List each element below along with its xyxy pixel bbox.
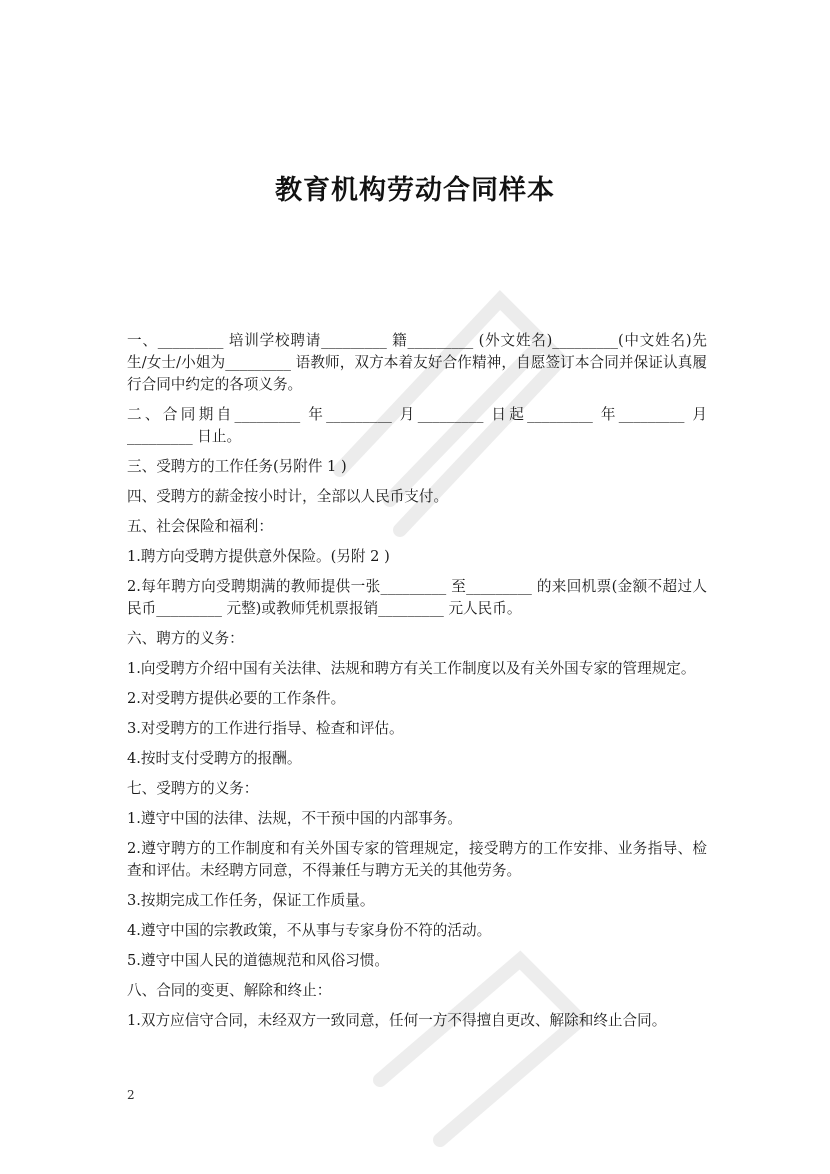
clause-item: 1.双方应信守合同，未经双方一致同意，任何一方不得擅自更改、解除和终止合同。 [127, 1012, 667, 1029]
clause-item: 2.每年聘方向受聘期满的教师提供一张_________ 至_________ 的来回机票(金额不超过人民币_________ 元整)或教师凭机票报销_________ 元人民币。 [127, 578, 707, 617]
clause-paragraph: 三、受聘方的工作任务(另附件 1 ) [127, 458, 347, 475]
clause-item: 3.对受聘方的工作进行指导、检查和评估。 [127, 720, 404, 737]
page-number: 2 [127, 1088, 135, 1102]
document-title: 教育机构劳动合同样本 [275, 175, 555, 206]
clause-item: 5.遵守中国人民的道德规范和风俗习惯。 [127, 952, 390, 969]
section-heading: 七、受聘方的义务： [127, 780, 259, 797]
clause-item: 1.聘方向受聘方提供意外保险。(另附 2 ) [127, 548, 390, 565]
section-heading: 五、社会保险和福利： [127, 518, 273, 535]
clause-item: 3.按期完成工作任务，保证工作质量。 [127, 892, 375, 909]
clause-item: 4.按时支付受聘方的报酬。 [127, 750, 302, 767]
clause-item: 2.对受聘方提供必要的工作条件。 [127, 690, 346, 707]
clause-paragraph: 四、受聘方的薪金按小时计，全部以人民币支付。 [127, 488, 449, 505]
clause-item: 1.遵守中国的法律、法规，不干预中国的内部事务。 [127, 810, 462, 827]
contract-body [127, 330, 707, 1040]
clause-item: 4.遵守中国的宗教政策，不从事与专家身份不符的活动。 [127, 922, 492, 939]
section-heading: 八、合同的变更、解除和终止： [127, 982, 332, 999]
section-heading: 六、聘方的义务： [127, 630, 244, 647]
clause-paragraph: 一、_________ 培训学校聘请_________ 籍_________ (外文姓名)_________(中文姓名)先生/女士/小姐为_________ 语教师，双方本着友好合作精神，自愿签订本合同并保证认真履行合同中约定的各项义务。 [127, 332, 707, 393]
clause-item: 2.遵守聘方的工作制度和有关外国专家的管理规定，接受聘方的工作安排、业务指导、检查和评估。未经聘方同意，不得兼任与聘方无关的其他劳务。 [127, 840, 707, 879]
clause-paragraph: 二、合同期自_________ 年_________ 月_________ 日起_________ 年_________ 月_________ 日止。 [127, 406, 707, 445]
clause-item: 1.向受聘方介绍中国有关法律、法规和聘方有关工作制度以及有关外国专家的管理规定。 [127, 660, 696, 677]
